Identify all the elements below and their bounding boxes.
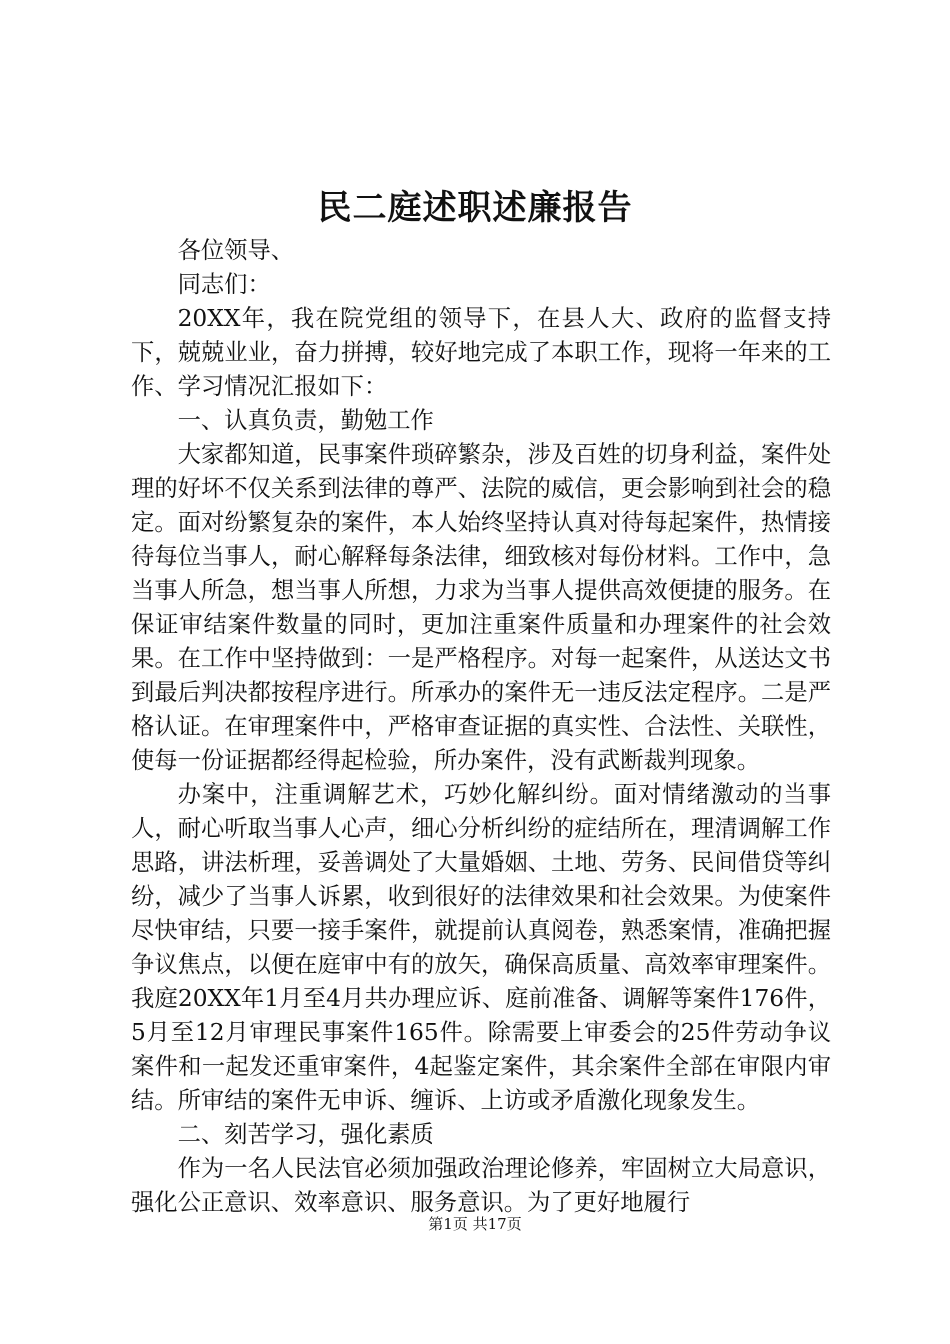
body-paragraph: 办案中，注重调解艺术，巧妙化解纠纷。面对情绪激动的当事人，耐心听取当事人心声，细心分析纠纷的症结所在，理清调解工作思路，讲法析理，妥善调处了大量婚姻、土地、劳务、民间借贷等纠纷，减少了当事人诉累，收到很好的法律效果和社会效果。为使案件尽快审结，只要一接手案件，就提前认真阅卷，熟悉案情，准确把握争议焦点，以便在庭审中有的放矢，确保高质量、高效率审理案件。我庭20XX年1月至4月共办理应诉、庭前准备、调解等案件176件，5月至12月审理民事案件165件。除需要上审委会的25件劳动争议案件和一起发还重审案件，4起鉴定案件，其余案件全部在审限内审结。所审结的案件无申诉、缠诉、上访或矛盾激化现象发生。 (131, 781, 831, 1114)
salutation-comrades: 同志们： (177, 271, 271, 298)
salutation-leaders: 各位领导、 (177, 237, 295, 264)
intro-paragraph: 20XX年，我在院党组的领导下，在县人大、政府的监督支持下，兢兢业业，奋力拼搏，较好地完成了本职工作，现将一年来的工作、学习情况汇报如下： (131, 305, 831, 400)
page-number-footer: 第1页 共17页 (428, 1215, 522, 1233)
document-body (131, 234, 831, 1220)
document-title: 民二庭述职述廉报告 (317, 188, 633, 228)
section-heading-2: 二、刻苦学习，强化素质 (177, 1121, 434, 1148)
body-paragraph: 作为一名人民法官必须加强政治理论修养，牢固树立大局意识，强化公正意识、效率意识、服务意识。为了更好地履行 (131, 1155, 831, 1216)
section-heading-1: 一、认真负责，勤勉工作 (177, 407, 434, 434)
body-paragraph: 大家都知道，民事案件琐碎繁杂，涉及百姓的切身利益，案件处理的好坏不仅关系到法律的尊严、法院的威信，更会影响到社会的稳定。面对纷繁复杂的案件，本人始终坚持认真对待每起案件，热情接待每位当事人，耐心解释每条法律，细致核对每份材料。工作中，急当事人所急，想当事人所想，力求为当事人提供高效便捷的服务。在保证审结案件数量的同时，更加注重案件质量和办理案件的社会效果。在工作中坚持做到：一是严格程序。对每一起案件，从送达文书到最后判决都按程序进行。所承办的案件无一违反法定程序。二是严格认证。在审理案件中，严格审查证据的真实性、合法性、关联性，使每一份证据都经得起检验，所办案件，没有武断裁判现象。 (131, 441, 831, 774)
